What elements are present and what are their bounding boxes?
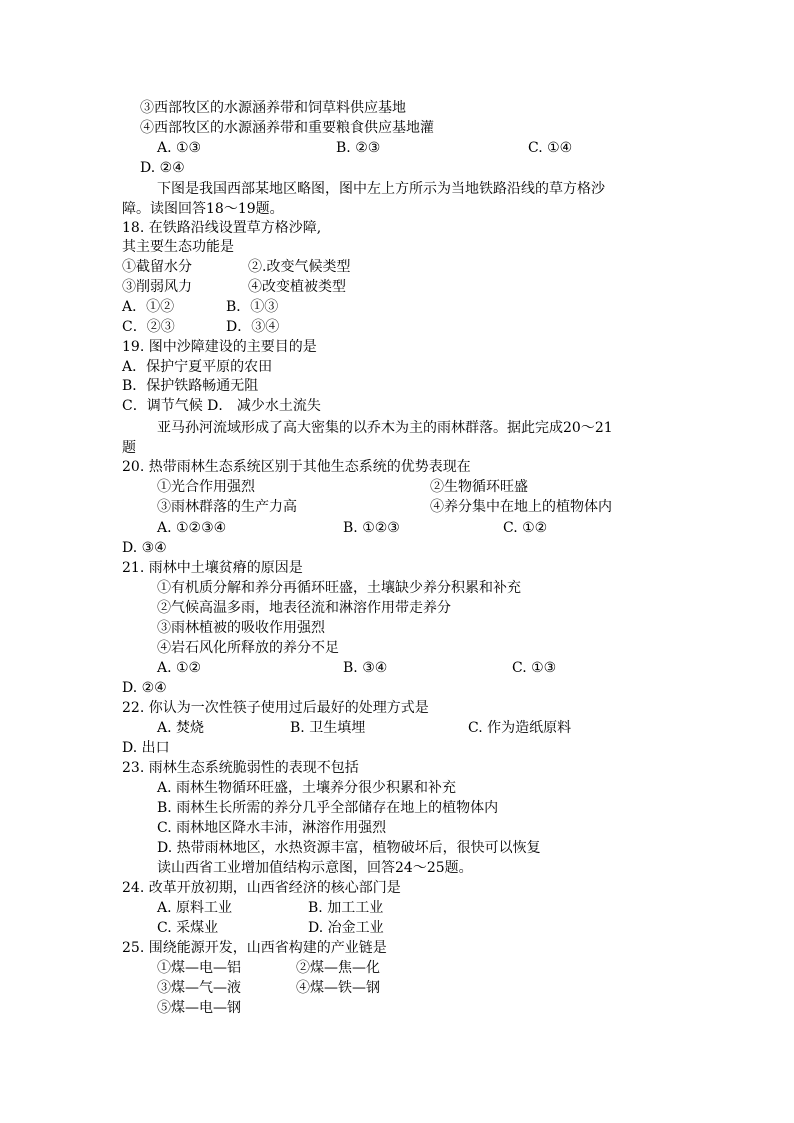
text-line: ②煤—焦—化: [296, 960, 380, 976]
text-line: B. ②③: [336, 140, 381, 156]
text-line: 下图是我国西部某地区略图，图中左上方所示为当地铁路沿线的草方格沙: [157, 181, 605, 197]
text-line: ③西部牧区的水源涵养带和饲草料供应基地: [140, 100, 406, 116]
text-line: D. 冶金工业: [308, 920, 384, 936]
text-line: ②气候高温多雨，地表径流和淋溶作用带走养分: [157, 600, 451, 616]
text-line: 障。读图回答18～19题。: [122, 201, 284, 217]
text-line: D. ②④: [140, 160, 185, 176]
text-line: 24. 改革开放初期，山西省经济的核心部门是: [122, 880, 401, 896]
text-line: C. ①④: [528, 140, 573, 156]
text-line: C. 采煤业: [157, 920, 219, 936]
text-line: D．③④: [226, 319, 280, 335]
text-line: A．①②: [122, 299, 175, 315]
text-line: C. ①③: [512, 660, 557, 676]
text-line: ①截留水分: [122, 259, 192, 275]
text-line: 18. 在铁路沿线设置草方格沙障,: [122, 220, 322, 236]
text-line: 19. 图中沙障建设的主要目的是: [122, 339, 317, 355]
text-line: ③雨林植被的吸收作用强烈: [157, 620, 325, 636]
text-line: A. ①②③④: [157, 520, 227, 536]
text-line: ④煤—铁—钢: [296, 980, 380, 996]
text-line: D. 热带雨林地区，水热资源丰富，植物破坏后，很快可以恢复: [157, 840, 541, 856]
text-line: ①有机质分解和养分再循环旺盛，土壤缺少养分积累和补充: [157, 580, 521, 596]
text-line: ③煤—气—液: [157, 980, 241, 996]
text-line: C. 雨林地区降水丰沛，淋溶作用强烈: [157, 820, 387, 836]
text-line: ④养分集中在地上的植物体内: [430, 499, 612, 515]
text-line: ④改变植被类型: [248, 279, 346, 295]
text-line: A. ①②: [157, 660, 202, 676]
text-line: 23. 雨林生态系统脆弱性的表现不包括: [122, 760, 359, 776]
text-line: A. 原料工业: [157, 900, 233, 916]
text-line: B. 卫生填埋: [290, 720, 366, 736]
text-line: B. ③④: [343, 660, 388, 676]
text-line: D. 出口: [122, 740, 170, 756]
text-line: ②.改变气候类型: [248, 259, 351, 275]
text-line: 读山西省工业增加值结构示意图，回答24～25题。: [157, 860, 473, 876]
text-line: ②生物循环旺盛: [430, 479, 528, 495]
text-line: B. 加工工业: [308, 900, 384, 916]
text-line: B. 雨林生长所需的养分几乎全部储存在地上的植物体内: [157, 800, 499, 816]
text-line: B．保护铁路畅通无阻: [122, 378, 259, 394]
text-line: 题: [122, 440, 136, 456]
text-line: A. ①③: [157, 140, 202, 156]
text-line: A．保护宁夏平原的农田: [122, 359, 273, 375]
text-line: B．①③: [226, 299, 279, 315]
text-line: ③削弱风力: [122, 279, 192, 295]
text-line: A. 雨林生物循环旺盛，土壤养分很少积累和补充: [157, 780, 457, 796]
text-line: ⑤煤—电—钢: [157, 1000, 241, 1016]
text-line: 21. 雨林中土壤贫瘠的原因是: [122, 560, 303, 576]
text-line: C．调节气候 D． 减少水土流失: [122, 398, 321, 414]
text-line: D. ②④: [122, 680, 167, 696]
text-line: 其主要生态功能是: [122, 239, 234, 255]
text-line: 22. 你认为一次性筷子使用过后最好的处理方式是: [122, 700, 429, 716]
text-line: B. ①②③: [343, 520, 400, 536]
text-line: ①煤—电—铝: [157, 960, 241, 976]
text-line: ④西部牧区的水源涵养带和重要粮食供应基地灌: [140, 120, 434, 136]
text-line: 25. 围绕能源开发，山西省构建的产业链是: [122, 940, 387, 956]
text-line: C. 作为造纸原料: [468, 720, 572, 736]
text-line: ①光合作用强烈: [157, 479, 255, 495]
text-line: D. ③④: [122, 540, 167, 556]
text-line: A. 焚烧: [157, 720, 205, 736]
text-line: ③雨林群落的生产力高: [157, 499, 297, 515]
text-line: 亚马孙河流域形成了高大密集的以乔木为主的雨林群落。据此完成20～21: [157, 420, 613, 436]
text-line: ④岩石风化所释放的养分不足: [157, 640, 339, 656]
text-line: C．②③: [122, 319, 175, 335]
text-line: 20. 热带雨林生态系统区别于其他生态系统的优势表现在: [122, 459, 471, 475]
text-line: C. ①②: [503, 520, 548, 536]
